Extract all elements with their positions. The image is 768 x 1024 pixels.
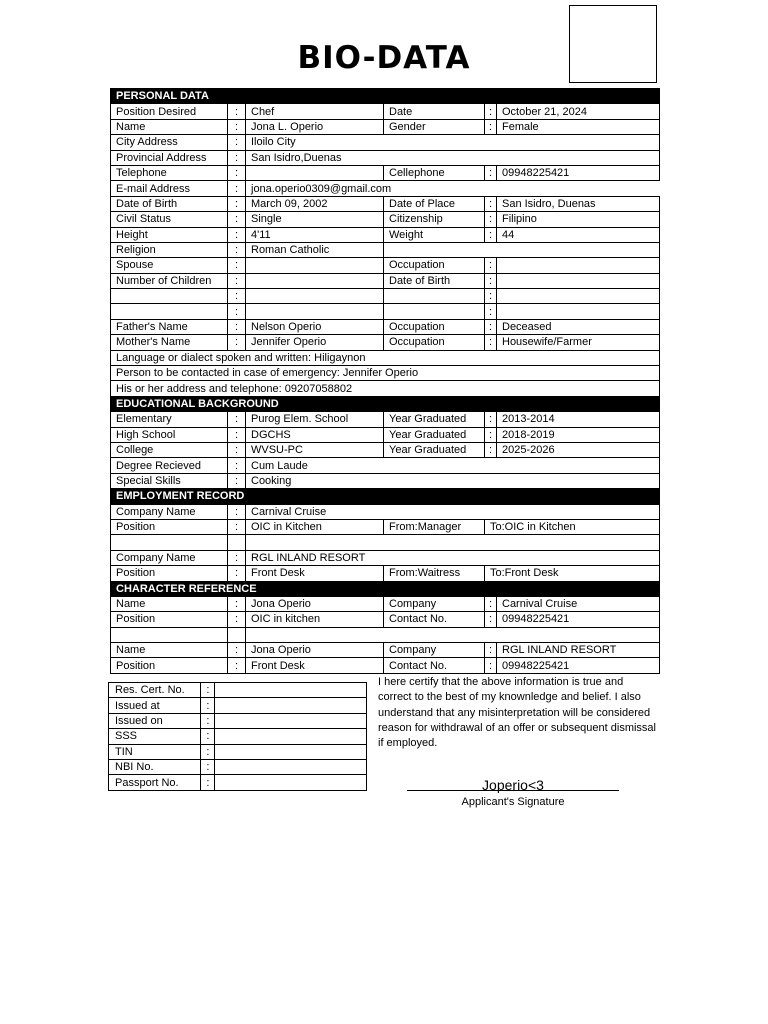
table-row: [111, 519, 660, 534]
table-row: [111, 135, 660, 150]
tin-value[interactable]: [215, 744, 367, 759]
colon: :: [201, 729, 215, 744]
nbi-label: NBI No.: [109, 759, 201, 774]
colon: :: [485, 119, 497, 134]
table-row: [111, 335, 660, 350]
colon: :: [485, 227, 497, 242]
colon: :: [228, 412, 246, 427]
colon: :: [485, 258, 497, 273]
elementary-school[interactable]: Purog Elem. School: [246, 412, 384, 427]
civil-status-label: Civil Status: [111, 212, 228, 227]
empty-cell: [228, 627, 246, 642]
empty-cell: [111, 304, 228, 319]
father-occupation-value[interactable]: Deceased: [497, 319, 660, 334]
skills-label: Special Skills: [111, 473, 228, 488]
colon: :: [485, 335, 497, 350]
sss-value[interactable]: [215, 729, 367, 744]
colon: :: [228, 658, 246, 673]
applicant-signature: Joperio<3: [482, 777, 544, 793]
colon: :: [228, 550, 246, 565]
company-name-value[interactable]: RGL INLAND RESORT: [246, 550, 660, 565]
table-row: [111, 350, 660, 365]
table-row: [109, 775, 367, 790]
sss-label: SSS: [109, 729, 201, 744]
to-field[interactable]: To:Front Desk: [485, 566, 660, 581]
to-field[interactable]: To:OIC in Kitchen: [485, 519, 660, 534]
position-desired-value[interactable]: Chef: [246, 104, 384, 119]
from-field[interactable]: From:Waitress: [384, 566, 485, 581]
position-label: Position: [111, 566, 228, 581]
table-row: [111, 212, 660, 227]
empty-cell: [384, 289, 485, 304]
table-row: [109, 698, 367, 713]
name-value[interactable]: Jona L. Operio: [246, 119, 384, 134]
colon: :: [485, 319, 497, 334]
colon: :: [228, 273, 246, 288]
table-row: [111, 412, 660, 427]
colon: :: [228, 442, 246, 457]
college-label: College: [111, 442, 228, 457]
table-row: [109, 729, 367, 744]
table-row: [111, 596, 660, 611]
city-address-value[interactable]: Iloilo City: [246, 135, 660, 150]
provincial-address-value[interactable]: San Isidro,Duenas: [246, 150, 660, 165]
ref-position-label: Position: [111, 612, 228, 627]
ref-contact-label: Contact No.: [384, 658, 485, 673]
colon: :: [228, 104, 246, 119]
ref-position-value[interactable]: Front Desk: [246, 658, 384, 673]
empty-cell: [228, 535, 246, 550]
table-row: [111, 566, 660, 581]
nbi-value[interactable]: [215, 759, 367, 774]
colon: :: [228, 612, 246, 627]
mother-occupation-label: Occupation: [384, 335, 485, 350]
colon: :: [228, 181, 246, 196]
colon: :: [201, 698, 215, 713]
res-cert-label: Res. Cert. No.: [109, 683, 201, 698]
issued-on-value[interactable]: [215, 713, 367, 728]
id-documents-table: [108, 682, 367, 791]
table-row: [111, 643, 660, 658]
language-field[interactable]: Language or dialect spoken and written: Hiligaynon: [111, 350, 660, 365]
tin-label: TIN: [109, 744, 201, 759]
colon: :: [485, 643, 497, 658]
colon: :: [485, 165, 497, 180]
signature-label: Applicant's Signature: [461, 796, 565, 808]
table-row: [111, 366, 660, 381]
weight-label: Weight: [384, 227, 485, 242]
spouse-label: Spouse: [111, 258, 228, 273]
table-row: [109, 683, 367, 698]
elementary-label: Elementary: [111, 412, 228, 427]
table-row: [109, 744, 367, 759]
colon: :: [485, 273, 497, 288]
ref-company-value[interactable]: RGL INLAND RESORT: [497, 643, 660, 658]
dob-label: Date of Birth: [111, 196, 228, 211]
colon: :: [228, 227, 246, 242]
table-row: [111, 535, 660, 550]
year-graduated-label: Year Graduated: [384, 427, 485, 442]
table-row: [111, 442, 660, 457]
colon: :: [485, 104, 497, 119]
colon: :: [228, 289, 246, 304]
table-row: [109, 713, 367, 728]
ref-name-label: Name: [111, 643, 228, 658]
table-row: [111, 304, 660, 319]
citizenship-label: Citizenship: [384, 212, 485, 227]
mother-occupation-value[interactable]: Housewife/Farmer: [497, 335, 660, 350]
colon: :: [228, 596, 246, 611]
empty-cell: [384, 242, 660, 257]
ref-company-value[interactable]: Carnival Cruise: [497, 596, 660, 611]
cellphone-value[interactable]: 09948225421: [497, 165, 660, 180]
place-value[interactable]: San Isidro, Duenas: [497, 196, 660, 211]
college-year[interactable]: 2025-2026: [497, 442, 660, 457]
table-row: [111, 119, 660, 134]
ref-company-label: Company: [384, 596, 485, 611]
high-school-label: High School: [111, 427, 228, 442]
section-header-employment: EMPLOYMENT RECORD: [111, 489, 660, 504]
colon: :: [228, 335, 246, 350]
children-label: Number of Children: [111, 273, 228, 288]
height-value[interactable]: 4'11: [246, 227, 384, 242]
empty-cell[interactable]: [497, 304, 660, 319]
weight-value[interactable]: 44: [497, 227, 660, 242]
emergency-contact-field[interactable]: Person to be contacted in case of emergency: Jennifer Operio: [111, 366, 660, 381]
table-row: [111, 289, 660, 304]
ref-contact-value[interactable]: 09948225421: [497, 658, 660, 673]
father-value[interactable]: Nelson Operio: [246, 319, 384, 334]
table-row: [111, 196, 660, 211]
company-name-label: Company Name: [111, 504, 228, 519]
from-field[interactable]: From:Manager: [384, 519, 485, 534]
empty-cell: [111, 535, 228, 550]
degree-value[interactable]: Cum Laude: [246, 458, 660, 473]
table-row: [111, 550, 660, 565]
table-row: [111, 242, 660, 257]
gender-value[interactable]: Female: [497, 119, 660, 134]
table-row: [111, 227, 660, 242]
mother-label: Mother's Name: [111, 335, 228, 350]
position-value[interactable]: OIC in Kitchen: [246, 519, 384, 534]
colon: :: [485, 289, 497, 304]
table-row: [111, 104, 660, 119]
colon: :: [485, 442, 497, 457]
empty-cell[interactable]: [246, 304, 384, 319]
table-row: [111, 165, 660, 180]
year-graduated-label: Year Graduated: [384, 412, 485, 427]
telephone-label: Telephone: [111, 165, 228, 180]
father-label: Father's Name: [111, 319, 228, 334]
issued-at-label: Issued at: [109, 698, 201, 713]
year-graduated-label: Year Graduated: [384, 442, 485, 457]
email-value[interactable]: jona.operio0309@gmail.com: [246, 181, 660, 196]
colon: :: [228, 319, 246, 334]
position-value[interactable]: Front Desk: [246, 566, 384, 581]
colon: :: [228, 196, 246, 211]
religion-label: Religion: [111, 242, 228, 257]
section-header-personal: PERSONAL DATA: [111, 89, 660, 104]
degree-label: Degree Recieved: [111, 458, 228, 473]
colon: :: [228, 212, 246, 227]
colon: :: [201, 683, 215, 698]
table-row: [111, 504, 660, 519]
spouse-occupation-value[interactable]: [497, 258, 660, 273]
table-row: [111, 427, 660, 442]
company-name-value[interactable]: Carnival Cruise: [246, 504, 660, 519]
colon: :: [485, 212, 497, 227]
ref-contact-label: Contact No.: [384, 612, 485, 627]
table-row: [111, 612, 660, 627]
ref-position-label: Position: [111, 658, 228, 673]
colon: :: [228, 458, 246, 473]
colon: :: [228, 304, 246, 319]
empty-cell: [246, 535, 660, 550]
bio-data-table: [110, 88, 660, 674]
children-dob-label: Date of Birth: [384, 273, 485, 288]
colon: :: [228, 519, 246, 534]
religion-value[interactable]: Roman Catholic: [246, 242, 384, 257]
page-title: BIO-DATA: [297, 40, 471, 76]
table-row: [111, 627, 660, 642]
colon: :: [228, 242, 246, 257]
high-school-name[interactable]: DGCHS: [246, 427, 384, 442]
colon: :: [485, 596, 497, 611]
mother-value[interactable]: Jennifer Operio: [246, 335, 384, 350]
table-row: [111, 381, 660, 396]
colon: :: [228, 504, 246, 519]
table-row: [111, 181, 660, 196]
colon: :: [228, 135, 246, 150]
ref-position-value[interactable]: OIC in kitchen: [246, 612, 384, 627]
empty-cell: [246, 627, 660, 642]
colon: :: [485, 427, 497, 442]
colon: :: [228, 119, 246, 134]
ref-name-value[interactable]: Jona Operio: [246, 643, 384, 658]
passport-label: Passport No.: [109, 775, 201, 790]
high-school-year[interactable]: 2018-2019: [497, 427, 660, 442]
issued-on-label: Issued on: [109, 713, 201, 728]
table-row: [111, 458, 660, 473]
father-occupation-label: Occupation: [384, 319, 485, 334]
college-name[interactable]: WVSU-PC: [246, 442, 384, 457]
table-row: [111, 473, 660, 488]
issued-at-value[interactable]: [215, 698, 367, 713]
ref-name-label: Name: [111, 596, 228, 611]
colon: :: [201, 713, 215, 728]
city-address-label: City Address: [111, 135, 228, 150]
table-row: [111, 273, 660, 288]
section-header-references: CHARACTER REFERENCE: [111, 581, 660, 596]
table-row: [111, 258, 660, 273]
ref-contact-value[interactable]: 09948225421: [497, 612, 660, 627]
spouse-value[interactable]: [246, 258, 384, 273]
colon: :: [228, 427, 246, 442]
colon: :: [201, 744, 215, 759]
citizenship-value[interactable]: Filipino: [497, 212, 660, 227]
dob-value[interactable]: March 09, 2002: [246, 196, 384, 211]
table-row: [109, 759, 367, 774]
children-dob-value[interactable]: [497, 273, 660, 288]
colon: :: [228, 473, 246, 488]
colon: :: [485, 612, 497, 627]
elementary-year[interactable]: 2013-2014: [497, 412, 660, 427]
telephone-value[interactable]: [246, 165, 384, 180]
colon: :: [485, 304, 497, 319]
position-desired-label: Position Desired: [111, 104, 228, 119]
colon: :: [228, 566, 246, 581]
empty-cell: [111, 289, 228, 304]
empty-cell[interactable]: [246, 289, 384, 304]
colon: :: [228, 258, 246, 273]
section-header-education: EDUCATIONAL BACKGROUND: [111, 396, 660, 411]
height-label: Height: [111, 227, 228, 242]
ref-company-label: Company: [384, 643, 485, 658]
signature-line: [407, 790, 619, 791]
civil-status-value[interactable]: Single: [246, 212, 384, 227]
table-row: [111, 658, 660, 673]
ref-name-value[interactable]: Jona Operio: [246, 596, 384, 611]
emergency-address-field[interactable]: His or her address and telephone: 09207058802: [111, 381, 660, 396]
colon: :: [228, 643, 246, 658]
table-row: [111, 319, 660, 334]
spouse-occupation-label: Occupation: [384, 258, 485, 273]
table-row: [111, 150, 660, 165]
empty-cell[interactable]: [497, 289, 660, 304]
children-value[interactable]: [246, 273, 384, 288]
passport-value[interactable]: [215, 775, 367, 790]
date-label: Date: [384, 104, 485, 119]
empty-cell: [384, 304, 485, 319]
colon: :: [485, 412, 497, 427]
position-label: Position: [111, 519, 228, 534]
place-label: Date of Place: [384, 196, 485, 211]
certification-statement: I here certify that the above information is true and correct to the best of my knownledge and belief. I also understand that any misinterpretation will be considered reason for withdrawal of an offer or subsequent dismissal if employed.: [378, 676, 656, 750]
res-cert-value[interactable]: [215, 683, 367, 698]
date-value[interactable]: October 21, 2024: [497, 104, 660, 119]
cellphone-label: Cellephone: [384, 165, 485, 180]
company-name-label: Company Name: [111, 550, 228, 565]
colon: :: [485, 196, 497, 211]
colon: :: [201, 759, 215, 774]
email-label: E-mail Address: [111, 181, 228, 196]
colon: :: [201, 775, 215, 790]
colon: :: [228, 150, 246, 165]
colon: :: [228, 165, 246, 180]
name-label: Name: [111, 119, 228, 134]
colon: :: [485, 658, 497, 673]
gender-label: Gender: [384, 119, 485, 134]
empty-cell: [111, 627, 228, 642]
provincial-address-label: Provincial Address: [111, 150, 228, 165]
skills-value[interactable]: Cooking: [246, 473, 660, 488]
